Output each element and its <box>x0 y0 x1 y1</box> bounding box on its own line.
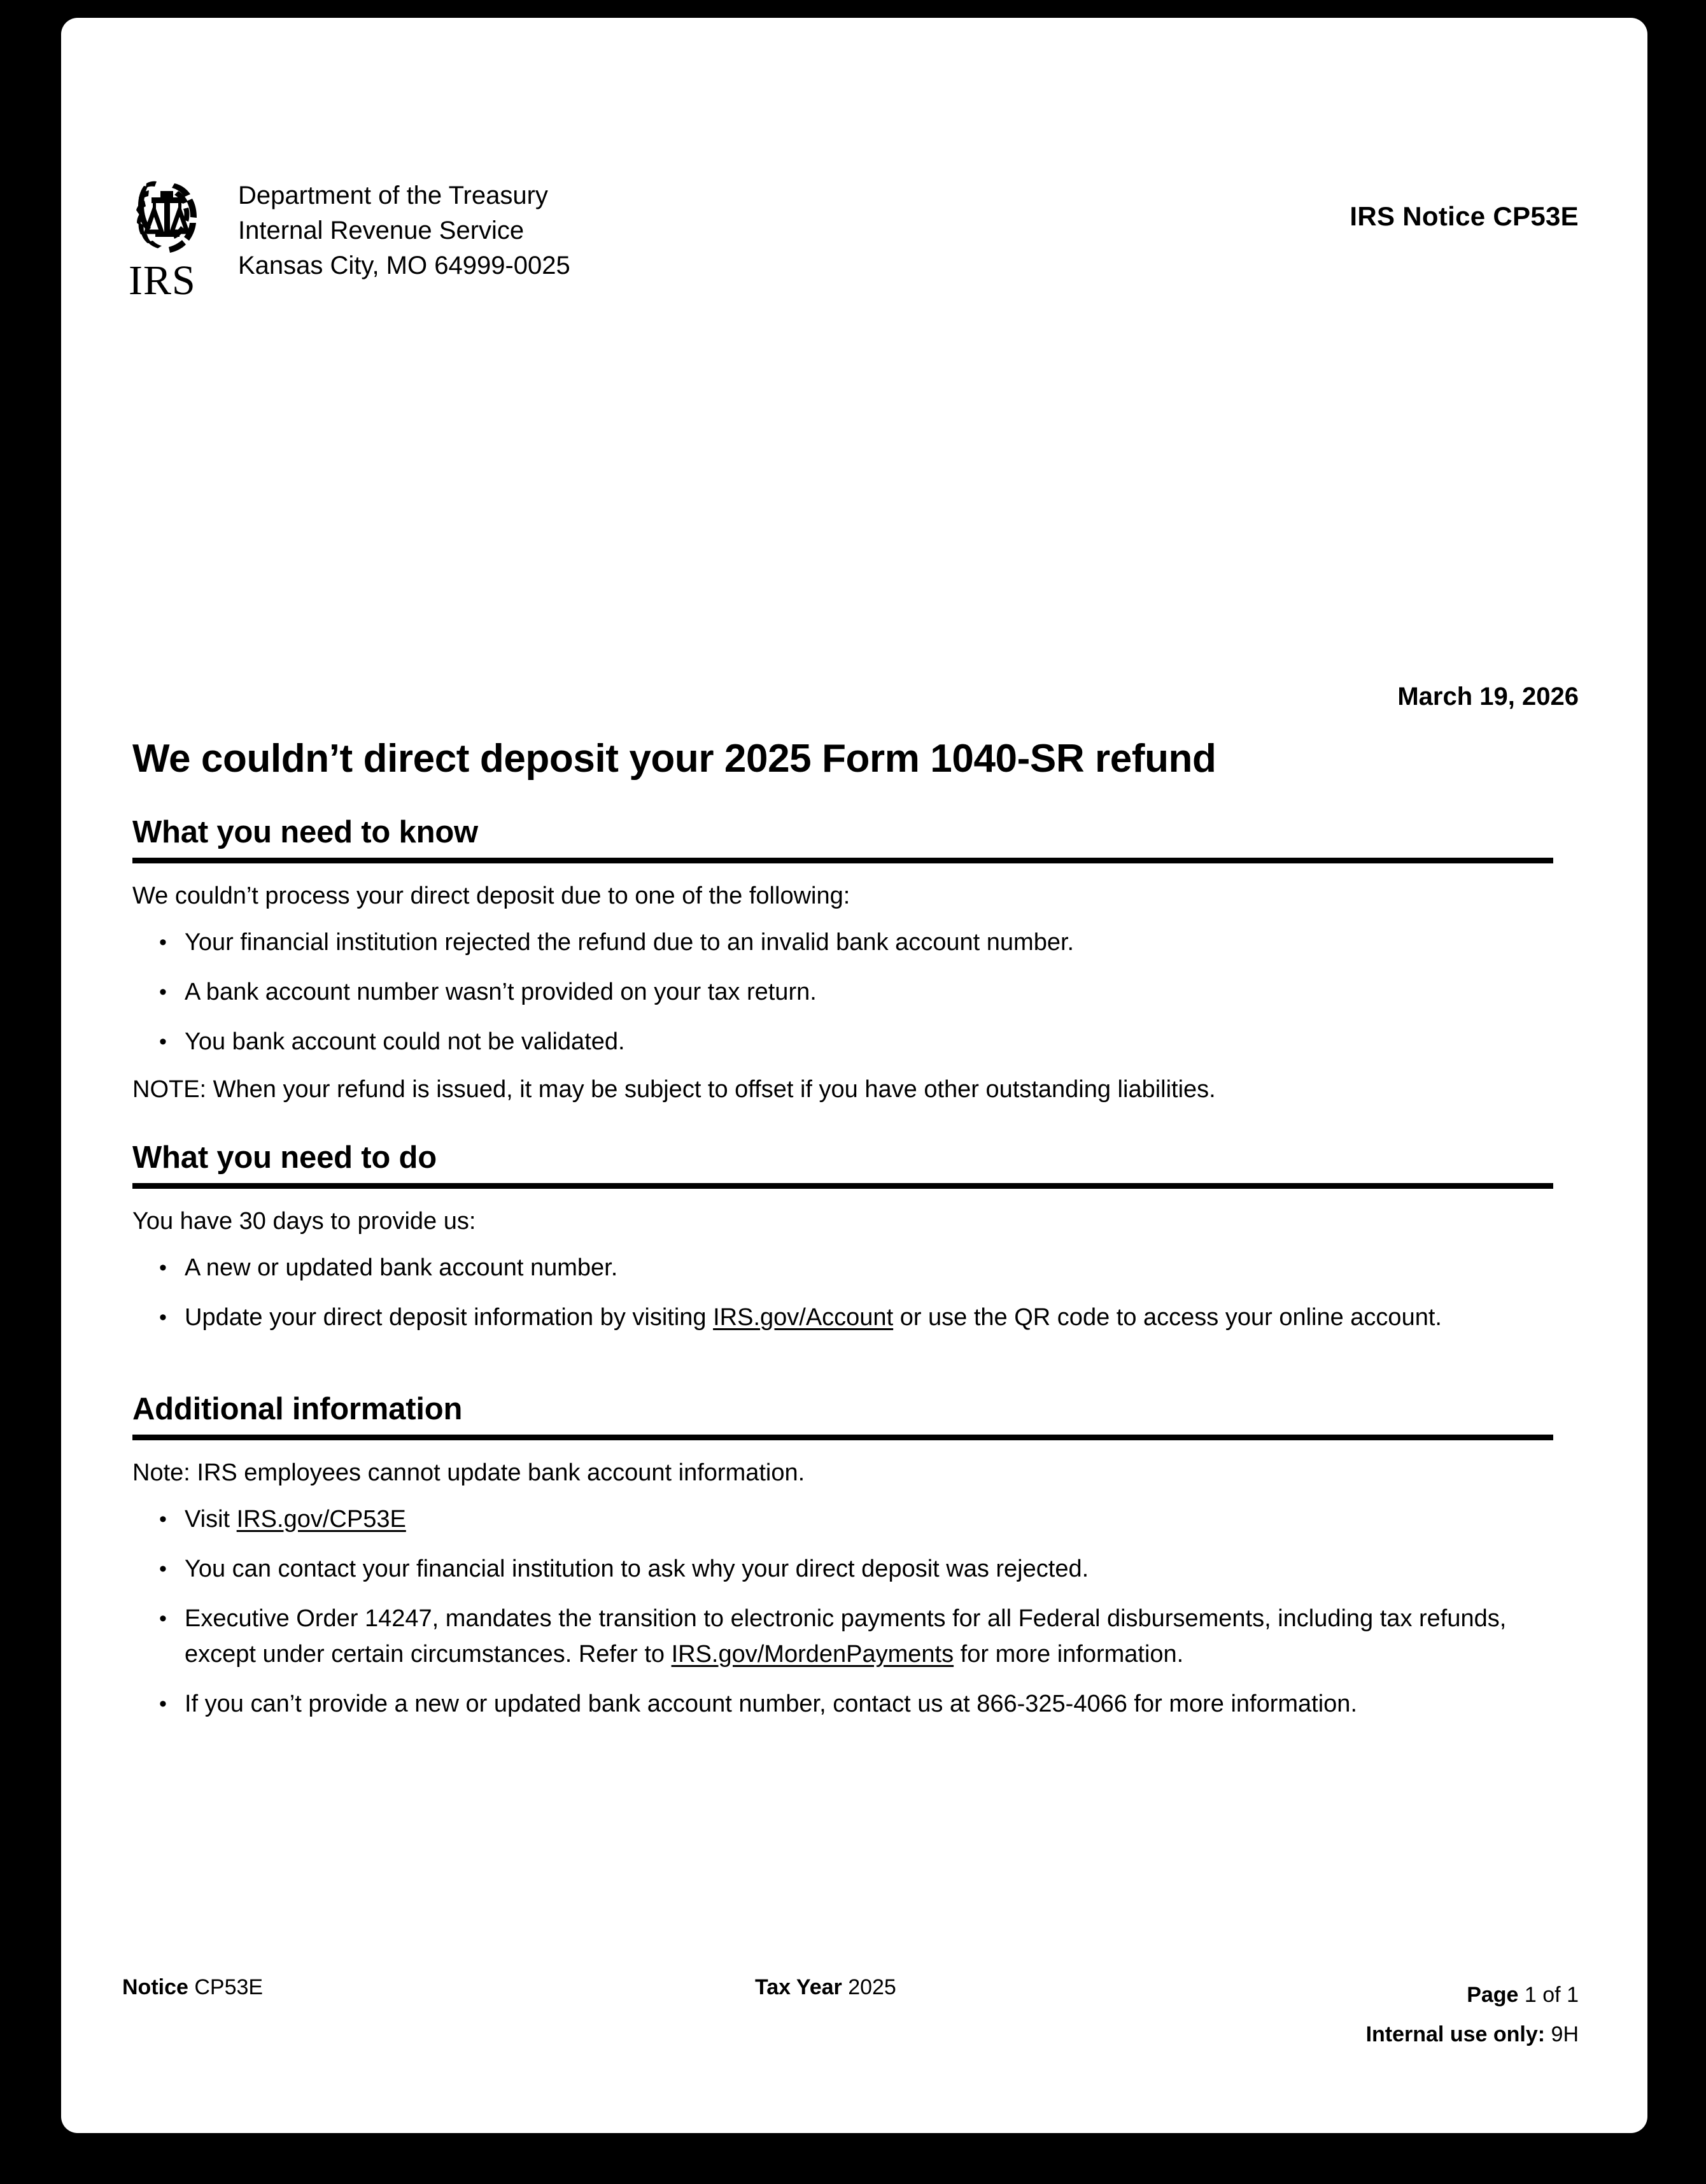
agency-line-city: Kansas City, MO 64999-0025 <box>238 252 570 280</box>
footer-notice-label: Notice <box>122 1975 188 1999</box>
footer-notice-value: CP53E <box>194 1975 264 1999</box>
footer-page-info <box>1366 1975 1579 2054</box>
irs-logo <box>127 172 216 304</box>
page-title: We couldn’t direct deposit your 2025 Form 1040-SR refund <box>132 737 1216 781</box>
additional-bullet-list <box>132 1501 1558 1722</box>
executive-order-suffix: for more information. <box>954 1641 1184 1668</box>
know-note: NOTE: When your refund is issued, it may be subject to offset if you have other outstanding liabilities. <box>132 1076 1216 1103</box>
list-item: • Your financial institution rejected the refund due to an invalid bank account number. <box>132 925 1558 960</box>
footer-tax-year <box>755 1975 896 2000</box>
footer-page-label: Page <box>1467 1983 1519 2007</box>
list-item <box>132 1501 1558 1537</box>
do-bullet-list <box>132 1250 1558 1335</box>
irs-gov-mordenpayments-link[interactable]: IRS.gov/MordenPayments <box>671 1641 954 1668</box>
irs-wordmark: IRS <box>129 257 196 304</box>
list-item: • You can contact your financial institution to ask why your direct deposit was rejected. <box>132 1551 1558 1587</box>
list-item: • If you can’t provide a new or updated bank account number, contact us at 866-325-4066 for more information. <box>132 1686 1558 1722</box>
footer-tax-year-value: 2025 <box>848 1975 896 1999</box>
notice-date: March 19, 2026 <box>1397 683 1579 711</box>
visit-prefix: Visit <box>185 1506 237 1533</box>
footer-notice <box>122 1975 263 2000</box>
do-intro: You have 30 days to provide us: <box>132 1208 476 1235</box>
section-heading: What you need to know <box>132 815 478 849</box>
section-heading: What you need to do <box>132 1140 437 1175</box>
section-what-you-need-to-do <box>132 1140 1558 1335</box>
know-intro: We couldn’t process your direct deposit due to one of the following: <box>132 883 850 909</box>
section-heading: Additional information <box>132 1392 463 1426</box>
do-bullet-2-prefix: Update your direct deposit information by visiting <box>185 1304 714 1331</box>
spacer <box>132 1349 1558 1391</box>
do-bullet-2-suffix: or use the QR code to access your online account. <box>893 1304 1442 1331</box>
irs-seal-icon <box>127 172 209 260</box>
list-item: • A bank account number wasn’t provided on your tax return. <box>132 974 1558 1010</box>
agency-line-department: Department of the Treasury <box>238 181 548 209</box>
list-item: • You bank account could not be validated. <box>132 1024 1558 1060</box>
agency-address <box>238 178 570 283</box>
notice-code-label: IRS Notice CP53E <box>1350 201 1579 231</box>
spacer <box>132 1118 1558 1140</box>
section-divider <box>132 1435 1553 1440</box>
notice-document <box>61 18 1647 2133</box>
document-header <box>61 18 1647 304</box>
footer-internal-use <box>1366 2015 1579 2054</box>
executive-order-prefix: Executive Order 14247, mandates the transition to electronic payments for all Federal disbursements, including tax refunds, except under certain circumstances. Refer to <box>185 1605 1507 1668</box>
footer-page <box>1366 1975 1579 2015</box>
irs-gov-account-link[interactable]: IRS.gov/Account <box>713 1304 894 1331</box>
document-body <box>132 736 1558 1736</box>
list-item <box>132 1300 1558 1335</box>
footer-internal-label: Internal use only: <box>1365 2022 1546 2046</box>
list-item <box>132 1601 1558 1672</box>
section-divider <box>132 858 1553 863</box>
section-additional-information <box>132 1391 1558 1722</box>
footer-tax-year-label: Tax Year <box>755 1975 842 1999</box>
section-what-you-need-to-know <box>132 814 1558 1105</box>
footer-page-value: 1 of 1 <box>1524 1983 1579 2007</box>
do-bullet-1-text: A new or updated bank account number. <box>185 1254 618 1281</box>
section-divider <box>132 1183 1553 1189</box>
additional-note: Note: IRS employees cannot update bank account information. <box>132 1459 805 1486</box>
list-item <box>132 1250 1558 1286</box>
irs-gov-cp53e-link[interactable]: IRS.gov/CP53E <box>236 1506 406 1533</box>
know-bullet-list <box>132 925 1558 1060</box>
footer-internal-value: 9H <box>1551 2022 1579 2046</box>
document-footer <box>61 1975 1647 2052</box>
agency-line-service: Internal Revenue Service <box>238 216 525 245</box>
